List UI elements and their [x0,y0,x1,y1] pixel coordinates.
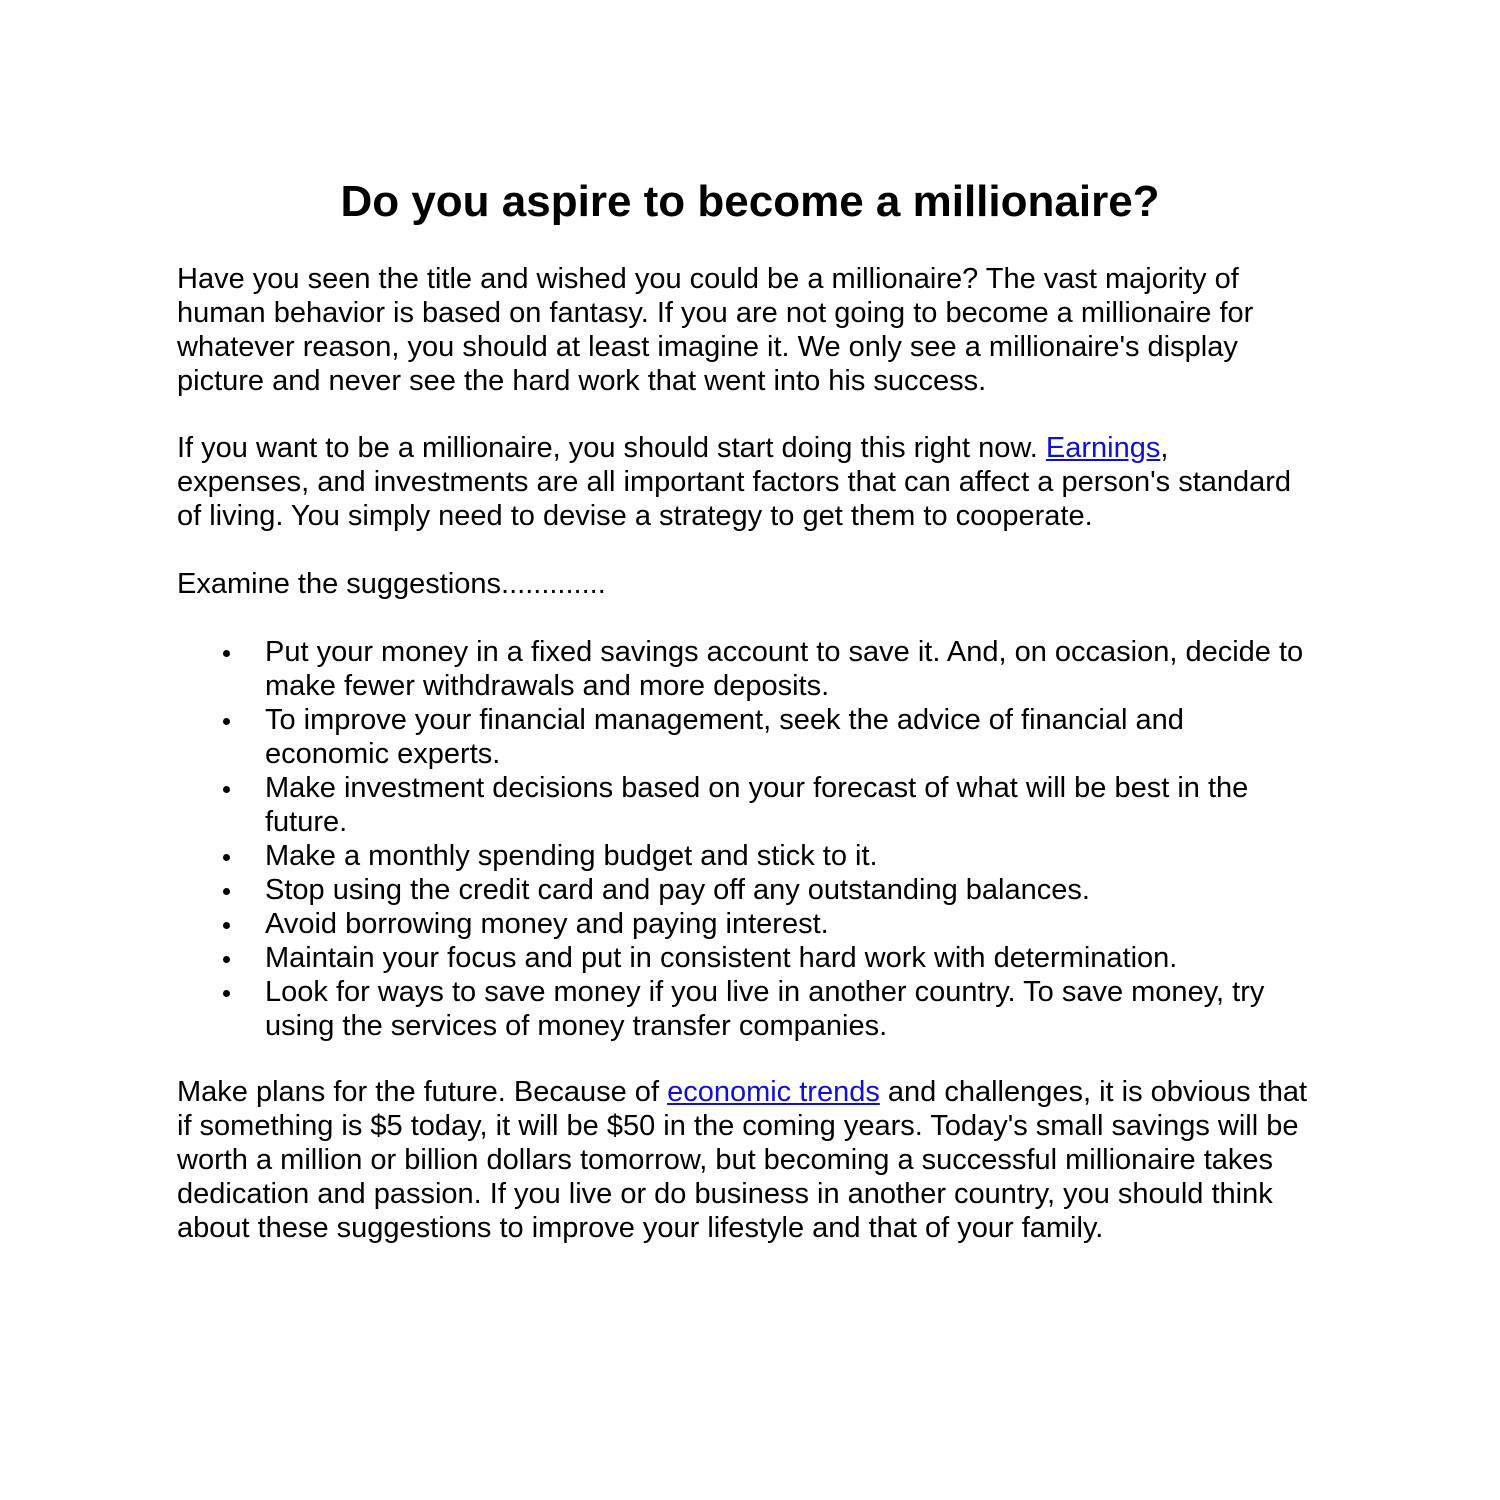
bullet-icon [223,650,230,657]
text-line: Examine the suggestions............. [177,568,606,600]
text-segment: If you want to be a millionaire, you should start doing this right now. [177,432,1046,464]
text-line [177,1075,1307,1109]
text-line: Avoid borrowing money and paying interest. [265,908,829,940]
final-paragraph [177,1075,1307,1245]
list-item [177,703,1303,771]
bullet-icon [223,956,230,963]
list-item [177,771,1303,839]
list-item [177,873,1303,907]
page-title: Do you aspire to become a millionaire? [340,177,1160,226]
text-line: picture and never see the hard work that went into his success. [177,365,987,397]
text-line: Maintain your focus and put in consistent hard work with determination. [265,942,1178,974]
list-item [177,635,1303,703]
list-item [177,839,1303,873]
text-segment: Make plans for the future. Because of [177,1076,668,1108]
bullet-icon [223,990,230,997]
bullet-icon [223,854,230,861]
bullet-icon [223,888,230,895]
list-item [177,907,1303,941]
list-item [177,941,1303,975]
text-line: Look for ways to save money if you live in another country. To save money, try [265,976,1265,1008]
text-line: Make a monthly spending budget and stick to it. [265,840,878,872]
text-line: Make investment decisions based on your forecast of what will be best in the [265,772,1249,804]
text-line: Put your money in a fixed savings account to save it. And, on occasion, decide to [265,636,1304,668]
text-line: of living. You simply need to devise a strategy to get them to cooperate. [177,500,1093,532]
list-item [177,975,1303,1043]
text-line: if something is $5 today, it will be $50 in the coming years. Today's small savings will be [177,1110,1299,1142]
bullet-icon [223,718,230,725]
text-line: expenses, and investments are all important factors that can affect a person's standard [177,466,1292,498]
second-paragraph [177,431,1291,533]
text-line: future. [265,806,348,838]
text-line: worth a million or billion dollars tomorrow, but becoming a successful millionaire takes [177,1144,1274,1176]
text-line: make fewer withdrawals and more deposits. [265,670,830,702]
text-line: using the services of money transfer companies. [265,1010,888,1042]
bullet-icon [223,786,230,793]
text-line: economic experts. [265,738,501,770]
text-segment: and challenges, it is obvious that [879,1076,1308,1108]
text-line: Stop using the credit card and pay off any outstanding balances. [265,874,1090,906]
examine-paragraph [177,567,606,601]
text-line: To improve your financial management, seek the advice of financial and [265,704,1184,736]
text-line: dedication and passion. If you live or do business in another country, you should think [177,1178,1273,1210]
text-line: about these suggestions to improve your lifestyle and that of your family. [177,1212,1104,1244]
text-line [177,431,1291,465]
economic-trends-link[interactable]: economic trends [667,1076,880,1108]
earnings-link[interactable]: Earnings [1045,432,1161,464]
text-line: human behavior is based on fantasy. If you are not going to become a millionaire for [177,297,1254,329]
text-line: whatever reason, you should at least imagine it. We only see a millionaire's display [177,331,1238,363]
text-line: Have you seen the title and wished you could be a millionaire? The vast majority of [177,263,1239,295]
intro-paragraph [177,262,1253,398]
bullet-icon [223,922,230,929]
text-segment: , [1160,432,1169,464]
suggestions-list [177,635,1303,1043]
